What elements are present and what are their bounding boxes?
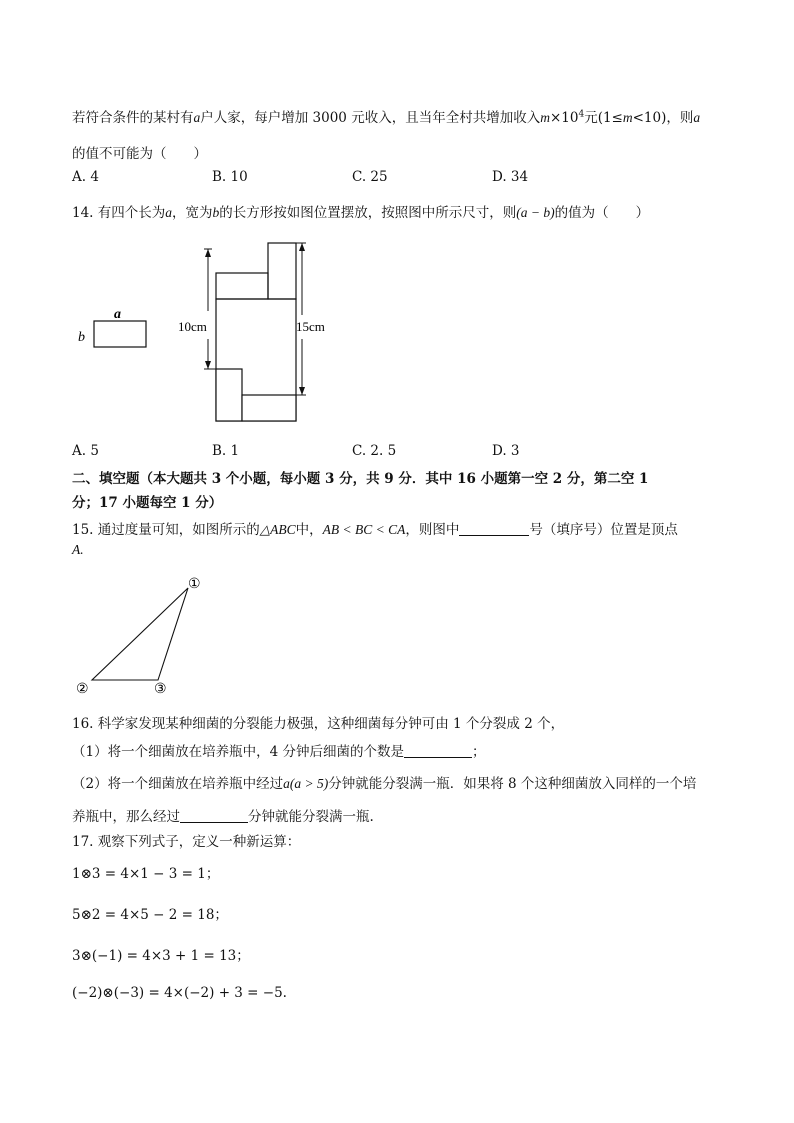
- q14-tall-rect: [268, 243, 296, 299]
- q14-choice-a[interactable]: A. 5: [72, 443, 99, 459]
- q14-stem: [72, 201, 649, 221]
- q16-part2-line2: [72, 805, 374, 825]
- q13-cond3: <10): [632, 110, 667, 126]
- q14-expr: (a − b): [516, 205, 555, 220]
- q13-text-a: 若符合条件的某村有: [72, 110, 194, 126]
- q13-choice-c[interactable]: C. 25: [352, 169, 388, 185]
- q14-label-b: b: [78, 330, 85, 345]
- q14-choice-d[interactable]: D. 3: [492, 443, 520, 459]
- q16-part2-prefix: （2）将一个细菌放在培养瓶中经过: [72, 776, 284, 792]
- q17-eq-2: 5⊗2 = 4×5 − 2 = 18；: [72, 907, 228, 923]
- q16-part1-prefix: （1）将一个细菌放在培养瓶中，4 分钟后细菌的个数是: [72, 744, 404, 760]
- q17-stem: 17. 观察下列式子，定义一种新运算：: [72, 834, 301, 850]
- q14-top-rect: [216, 273, 268, 299]
- q16-line1: 16. 科学家发现某种细菌的分裂能力极强，这种细菌每分钟可由 1 个分裂成 2 个，: [72, 716, 565, 732]
- q15-inequality: AB < BC < CA: [322, 522, 406, 537]
- section2-title-line1: 二、填空题（本大题共 3 个小题，每小题 3 分，共 9 分．其中 16 小题第一空 2 分，第二空 1: [72, 471, 649, 487]
- q13-line2: 的值不可能为（ ）: [72, 146, 207, 162]
- q16-part1-suffix: ；: [471, 744, 486, 760]
- section2-title-line2: 分；17 小题每空 1 分）: [72, 495, 223, 511]
- q13-text-b: 户人家，每户增加 3000 元收入，且当年全村共增加收入: [200, 110, 541, 126]
- q16-part2-line2-prefix: 养瓶中，那么经过: [72, 809, 180, 825]
- q13-text-c: 元: [584, 110, 598, 126]
- q15-after: ，则图中: [405, 522, 460, 538]
- q17-eq-3: 3⊗(−1) = 4×3 + 1 = 13；: [72, 948, 250, 964]
- q13-line1: [72, 106, 700, 126]
- q16-part2: [72, 772, 696, 792]
- q15-triangle-shape: [92, 588, 188, 680]
- q15-suffix: 号（填序号）位置是顶点: [529, 522, 678, 538]
- q14-prefix: 14. 有四个长为: [72, 205, 166, 221]
- q13-var-m: m: [540, 110, 550, 125]
- q14-var-b: b: [212, 205, 220, 220]
- q14-mid2: 的长方形按如图位置摆放，按照图中所示尺寸，则: [219, 205, 517, 221]
- q13-le: ≤: [611, 110, 623, 126]
- q14-choice-c[interactable]: C. 2. 5: [352, 443, 397, 459]
- q13-choice-b[interactable]: B. 10: [212, 169, 248, 185]
- q16-part1-blank[interactable]: [404, 743, 472, 758]
- q14-left-rect: [216, 369, 242, 421]
- q13-cond-m: m: [622, 110, 633, 125]
- q13-choice-a[interactable]: A. 4: [72, 169, 99, 185]
- q13-cond: (1: [597, 110, 612, 126]
- q15-mark-3: ③: [154, 682, 167, 697]
- q14-suffix: 的值为（ ）: [554, 205, 650, 221]
- q14-figure: [70, 235, 370, 430]
- q13-choice-d[interactable]: D. 34: [492, 169, 529, 185]
- q13-var-a2: a: [693, 110, 701, 125]
- q13-times10: ×10: [549, 110, 579, 126]
- q13-var-a: a: [193, 110, 201, 125]
- q15-stem: [72, 518, 678, 538]
- q14-mid1: ，宽为: [172, 205, 213, 221]
- q14-dim-15: 15cm: [296, 319, 325, 334]
- q15-mid: 中，: [295, 522, 323, 538]
- q16-part2-cond: a(a > 5): [283, 776, 329, 791]
- q15-triangle: △ABC: [259, 522, 296, 537]
- q13-text-d: ，则: [666, 110, 694, 126]
- q15-mark-2: ②: [76, 682, 89, 697]
- q14-small-rect: [94, 321, 146, 347]
- q15-figure: [70, 572, 220, 700]
- q16-part1: [72, 740, 485, 760]
- q14-choice-b[interactable]: B. 1: [212, 443, 240, 459]
- q14-label-a: a: [114, 307, 121, 322]
- q14-var-a: a: [165, 205, 173, 220]
- q14-bottom-rect: [242, 395, 296, 421]
- q17-eq-4: (−2)⊗(−3) = 4×(−2) + 3 = −5.: [72, 985, 287, 1001]
- q17-eq-1: 1⊗3 = 4×1 − 3 = 1；: [72, 866, 220, 882]
- q13-exp: 4: [578, 109, 585, 120]
- q16-part2-blank[interactable]: [180, 808, 248, 823]
- q15-prefix: 15. 通过度量可知，如图所示的: [72, 522, 260, 538]
- q15-line2: A.: [72, 542, 84, 557]
- q16-part2-suffix: 分钟就能分裂满一瓶．如果将 8 个这种细菌放入同样的一个培: [328, 776, 697, 792]
- q16-part2-line2-suffix: 分钟就能分裂满一瓶.: [248, 809, 374, 825]
- q14-dim-10: 10cm: [178, 319, 207, 334]
- q15-mark-1: ①: [188, 577, 201, 592]
- q15-blank[interactable]: [459, 521, 529, 536]
